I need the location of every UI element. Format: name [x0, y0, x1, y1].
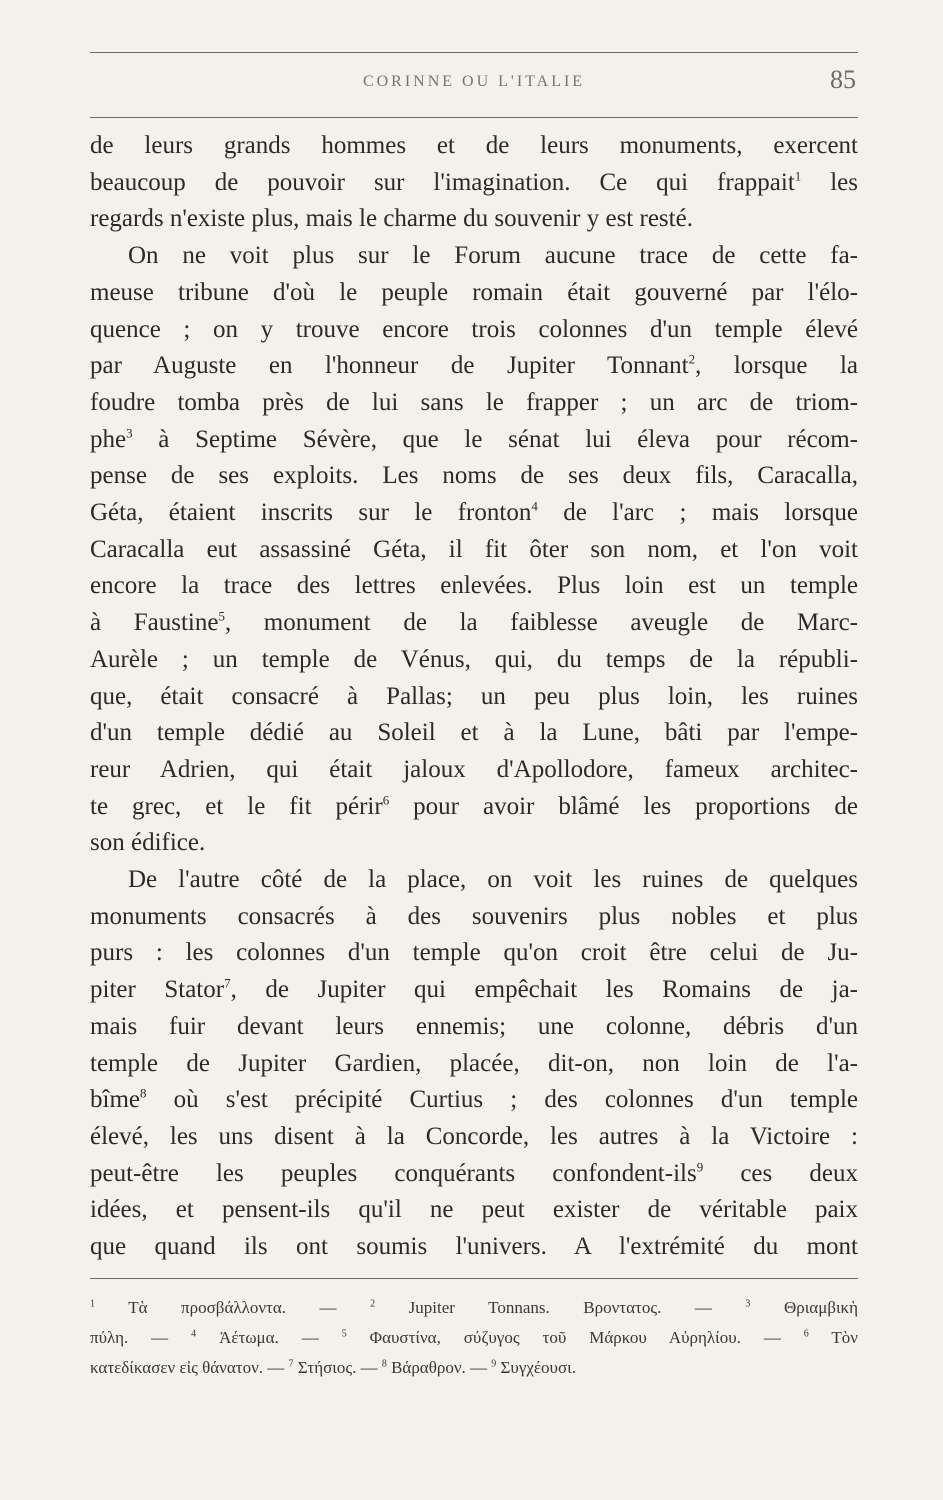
footnote-mark: 7: [224, 975, 231, 991]
text-line: par Auguste en l'honneur de Jupiter Tonnant$^2$, lorsque la: [90, 351, 859, 380]
footnote-mark: 1: [794, 168, 802, 184]
text-line: piter Stator$^7$, de Jupiter qui empêchait les Romains de ja-: [90, 975, 858, 1004]
text-line: bîme$^8$ où s'est précipité Curtius ; des colonnes d'un temple: [90, 1085, 858, 1114]
text-line: te grec, et le fit périr$^6$ pour avoir blâmé les proportions de: [90, 792, 858, 820]
text-line: meuse tribune d'où le peuple romain était gouverné par l'élo-: [90, 278, 858, 306]
text-line: On ne voit plus sur le Forum aucune trace de cette fa-: [128, 242, 858, 270]
text-line: que quand ils ont soumis l'univers. A l'extrémité du mont: [90, 1233, 858, 1261]
page-number: 85: [830, 65, 856, 94]
body-text: [90, 128, 858, 1266]
text-line: beaucoup de pouvoir sur l'imagination. Ce qui frappait$^1$ les: [90, 168, 858, 196]
header-rule: [90, 117, 858, 118]
text-line: regards n'existe plus, mais le charme du souvenir y est resté.: [90, 205, 693, 233]
footnote-line: πύλη. — $^4$ Ἀέτωμα. — $^5$ Φαυστίνα, σύζυγος τοῦ Μάρκου Αὐρηλίου. — $^6$ Τὸν: [90, 1327, 858, 1347]
text-line: son édifice.: [90, 829, 206, 857]
text-line: de leurs grands hommes et de leurs monuments, exercent: [90, 132, 858, 159]
footnote-mark: 8: [140, 1085, 147, 1101]
footnote-line: κατεδίκασεν εἰς θάνατον. — $^7$ Στήσιος. — $^8$ Βάραθρον. — $^9$ Συγχέουσι.: [90, 1357, 576, 1377]
text-line: De l'autre côté de la place, on voit les ruines de quelques: [128, 866, 858, 894]
footnotes: [90, 1293, 858, 1383]
text-line: phe$^3$ à Septime Sévère, que le sénat lui éleva pour récom-: [90, 425, 858, 453]
text-line: mais fuir devant leurs ennemis; une colonne, débris d'un: [90, 1012, 858, 1040]
running-title: CORINNE OU L'ITALIE: [362, 73, 586, 90]
footnote-mark: 3: [126, 425, 133, 441]
text-line: d'un temple dédié au Soleil et à la Lune, bâti par l'empe-: [90, 719, 858, 747]
footnote-mark: 6: [382, 792, 390, 808]
text-line: à Faustine$^5$, monument de la faiblesse aveugle de Marc-: [90, 608, 858, 637]
text-line: élevé, les uns disent à la Concorde, les autres à la Victoire :: [90, 1122, 858, 1150]
footnote-line: $^1$ Τὰ προσβάλλοντα. — $^2$ Jupiter Tonnans. Βροντατος. — $^3$ Θριαμβικὴ: [90, 1297, 858, 1317]
text-line: purs : les colonnes d'un temple qu'on croit être celui de Ju-: [90, 939, 858, 967]
footnote-mark: 4: [531, 498, 538, 514]
text-line: idées, et pensent-ils qu'il ne peut exister de véritable paix: [90, 1196, 858, 1224]
text-line: Caracalla eut assassiné Géta, il fit ôter son nom, et l'on voit: [90, 535, 858, 563]
footnote-mark: 9: [696, 1159, 704, 1175]
text-line: encore la trace des lettres enlevées. Plus loin est un temple: [90, 572, 858, 600]
text-line: monuments consacrés à des souvenirs plus nobles et plus: [90, 902, 858, 930]
text-line: Géta, étaient inscrits sur le fronton$^4$ de l'arc ; mais lorsque: [90, 498, 858, 527]
footnote-mark: 2: [688, 351, 696, 367]
footnote-rule: [90, 1278, 858, 1279]
page-header: [90, 59, 858, 97]
text-line: foudre tomba près de lui sans le frapper ; un arc de triom-: [90, 388, 858, 416]
text-line: que, était consacré à Pallas; un peu plus loin, les ruines: [90, 682, 858, 710]
text-line: peut-être les peuples conquérants confondent-ils$^9$ ces deux: [90, 1159, 858, 1187]
text-line: pense de ses exploits. Les noms de ses deux fils, Caracalla,: [90, 462, 858, 490]
text-line: reur Adrien, qui était jaloux d'Apollodore, fameux architec-: [90, 755, 858, 783]
top-rule: [90, 52, 858, 53]
book-page: [90, 52, 858, 1383]
text-line: Aurèle ; un temple de Vénus, qui, du temps de la républi-: [90, 645, 858, 673]
text-line: quence ; on y trouve encore trois colonnes d'un temple élevé: [90, 315, 858, 343]
text-line: temple de Jupiter Gardien, placée, dit-on, non loin de l'a-: [90, 1049, 858, 1077]
footnote-mark: 5: [218, 608, 225, 624]
